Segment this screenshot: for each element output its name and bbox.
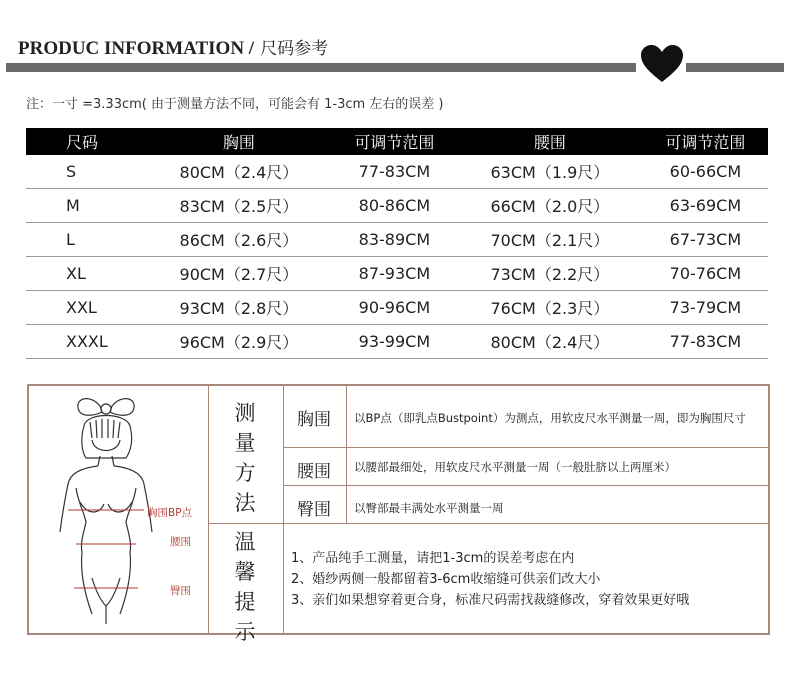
cell-bust: 90CM（2.7尺） [146,257,332,291]
cell-waist: 70CM（2.1尺） [457,223,643,257]
cell-waist: 76CM（2.3尺） [457,291,643,325]
cell-waist: 66CM（2.0尺） [457,189,643,223]
tip-line: 1、产品纯手工测量，请把1-3cm的误差考虑在内 [291,551,575,566]
cell-bust: 96CM（2.9尺） [146,325,332,359]
table-row [26,291,768,325]
cell-bust-range: 87-93CM [332,257,457,291]
cell-waist-range: 63-69CM [643,189,768,223]
header-waist-range: 可调节范围 [643,128,768,155]
cell-waist-range: 73-79CM [643,291,768,325]
header-bust-range: 可调节范围 [332,128,457,155]
size-table-header [26,128,768,155]
cell-bust-range: 80-86CM [332,189,457,223]
cell-waist: 80CM（2.4尺） [457,325,643,359]
divider [283,485,770,486]
cell-size: XXXL [26,325,146,359]
cell-waist-range: 60-66CM [643,155,768,189]
cell-waist: 63CM（1.9尺） [457,155,643,189]
size-table [26,128,768,359]
header-divider-bar-right [686,63,784,72]
method-bust-label: 胸围 [297,410,331,430]
method-waist-desc: 以腰部最细处，用软皮尺水平测量一周（一般肚脐以上两厘米） [354,460,676,474]
method-bust-desc: 以BP点（即乳点Bustpoint）为测点，用软皮尺水平测量一周，即为胸围尺寸 [354,411,746,425]
waist-label: 腰围 [170,536,191,548]
method-label [225,398,265,518]
measurement-note: 注：一寸 =3.33cm( 由于测量方法不同，可能会有 1-3cm 左右的误差 ) [26,97,444,112]
table-row [26,223,768,257]
cell-bust-range: 93-99CM [332,325,457,359]
method-label-char: 量 [234,431,256,455]
divider [208,523,770,524]
cell-bust: 83CM（2.5尺） [146,189,332,223]
cell-waist-range: 70-76CM [643,257,768,291]
header-divider-bar [6,63,636,72]
cell-waist-range: 67-73CM [643,223,768,257]
header-size: 尺码 [26,128,146,155]
table-row [26,155,768,189]
divider [346,384,347,524]
table-row [26,325,768,359]
table-row [26,189,768,223]
method-hip-label: 臀围 [297,500,331,520]
tips-label [225,527,265,647]
cell-waist: 73CM（2.2尺） [457,257,643,291]
tip-line: 2、婚纱两侧一般都留着3-6cm收缩缝可供亲们改大小 [291,572,601,587]
cell-bust-range: 83-89CM [332,223,457,257]
table-row [26,257,768,291]
method-hip-desc: 以臀部最丰满处水平测量一周 [354,501,504,515]
cell-bust: 86CM（2.6尺） [146,223,332,257]
cell-bust: 93CM（2.8尺） [146,291,332,325]
hip-label: 臀围 [170,585,191,597]
title-en: PRODUC INFORMATION / [18,38,255,59]
method-waist-label: 腰围 [297,462,331,482]
divider [208,384,209,635]
tip-line: 3、亲们如果想穿着更合身，标准尺码需找裁缝修改，穿着效果更好哦 [291,593,690,608]
cell-waist-range: 77-83CM [643,325,768,359]
cell-bust: 80CM（2.4尺） [146,155,332,189]
tips-list [291,548,689,611]
method-label-char: 测 [234,401,256,425]
cell-bust-range: 77-83CM [332,155,457,189]
cell-size: M [26,189,146,223]
header-waist: 腰围 [457,128,643,155]
method-label-char: 方 [234,461,256,485]
title-cn: 尺码参考 [260,39,329,59]
cell-size: XXL [26,291,146,325]
cell-size: XL [26,257,146,291]
bust-bp-label: 胸围BP点 [147,507,193,519]
cell-size: L [26,223,146,257]
header-bust: 胸围 [146,128,332,155]
tips-label-char: 温 [234,530,256,554]
tips-label-char: 提 [234,590,256,614]
page-title [18,34,328,60]
cell-bust-range: 90-96CM [332,291,457,325]
method-label-char: 法 [234,491,256,515]
tips-label-char: 馨 [234,560,256,584]
tips-label-char: 示 [234,620,256,644]
heart-icon [640,44,684,84]
cell-size: S [26,155,146,189]
divider [283,447,770,448]
